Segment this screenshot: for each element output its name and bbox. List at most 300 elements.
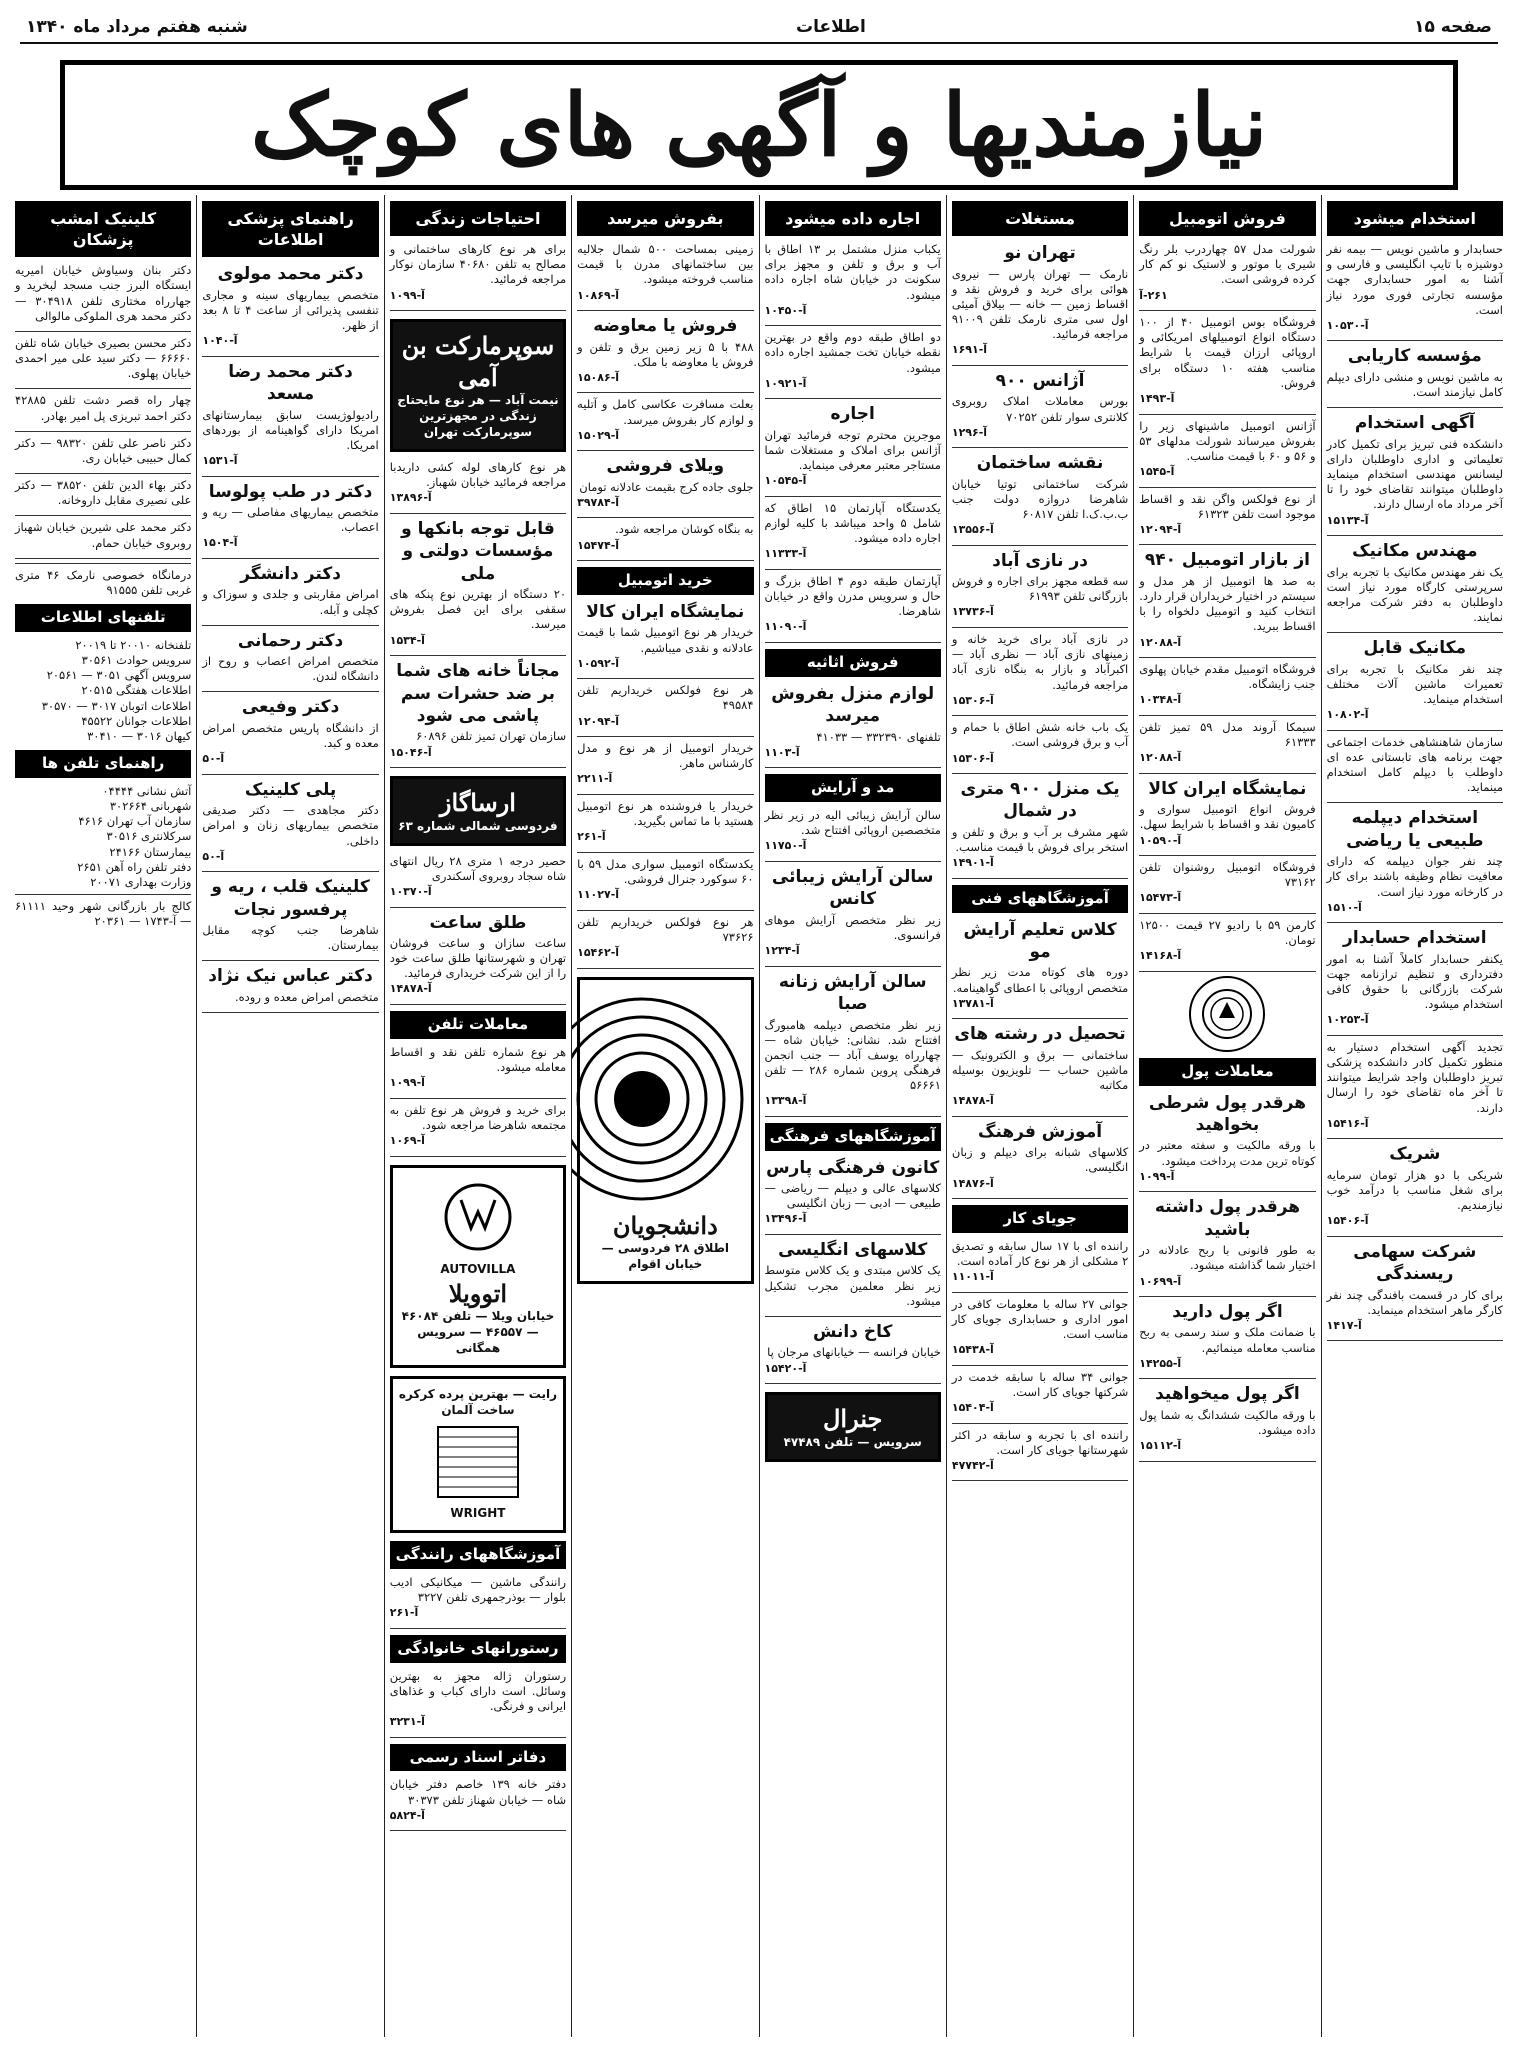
divider [390, 310, 566, 311]
classified-ad [15, 263, 191, 324]
classified-ad [1139, 860, 1315, 906]
phone-line: سرویس آگهی ۳۰۵۱ — ۲۰۵۶۱ [46, 668, 192, 683]
divider [390, 655, 566, 656]
ad-title: ارساگاز [439, 788, 516, 818]
ad-text: نیمت آباد — هر نوع مایحتاج زندگی در مجهزترین سوپرمارکت تهران [397, 393, 559, 440]
classified-ad [765, 501, 941, 562]
divider [202, 871, 378, 872]
phone-line: اطلاعات هفتگی ۲۰۵۱۵ [81, 683, 192, 698]
divider [202, 356, 378, 357]
ad-code: آ-۵۰ [202, 849, 225, 863]
column-for-rent [759, 195, 946, 2037]
classified-ad [1139, 315, 1315, 406]
ad-title: جنرال [822, 1404, 883, 1434]
classified-ad [577, 315, 753, 385]
phone-line: اطلاعات جوانان ۴۵۵۲۲ [81, 713, 192, 728]
date-line: شنبه هفتم مرداد ماه ۱۳۴۰ [26, 17, 248, 37]
ad-text: به صد ها اتومبیل از هر مدل و سیستم در اختیار خریداران قرار دارد. انتخاب کنید و اتومبیل دلخواه را با اقساط ببرید. [1139, 573, 1316, 634]
divider [1139, 1461, 1315, 1462]
ad-title: هرقدر پول شرطی بخواهید [1148, 1092, 1307, 1136]
ad-title: لوازم منزل بفروش میرسد [771, 683, 935, 727]
divider [1327, 922, 1503, 923]
classified-ad [202, 630, 378, 685]
divider [1139, 310, 1315, 311]
classified-ad [952, 720, 1128, 766]
ad-title: دکتر در طب پولوسا [208, 481, 373, 502]
divider [15, 473, 191, 474]
classified-ad [952, 919, 1128, 1012]
divider [15, 388, 191, 389]
ad-code: آ-۱۱۰۹۰ [764, 620, 807, 634]
section-heading: معاملات پول [1139, 1058, 1315, 1086]
ad-text: یکدستگاه آپارتمان ۱۵ اطاق که شامل ۵ واحد میباشد با کلیه لوازم اجاره داده میشود. [764, 500, 941, 546]
column-heading: اجاره داده میشود [765, 201, 941, 236]
ad-title: شرکت سهامی ریسندگی [1353, 1241, 1477, 1285]
column-heading: احتیاجات زندگی [390, 201, 566, 236]
column-night-clinics [10, 195, 196, 2037]
ad-text: خریدار یا فروشنده هر نوع اتومبیل هستید با ما تماس بگیرید. [577, 798, 754, 829]
ad-code: آ-۱۵۳۰۶ [951, 693, 994, 707]
divider [1139, 715, 1315, 716]
ad-title: کلاس تعلیم آرایش مو [963, 919, 1117, 963]
ad-code: آ-۱۱۳۳۳ [764, 547, 807, 561]
classified-ad [1327, 412, 1503, 528]
classified-ad [765, 330, 941, 391]
ad-text: دوره های کوتاه مدت زیر نظر متخصص اروپائی با اعطای گواهینامه. [951, 965, 1129, 995]
ad-title: سوپرمارکت بن آمی [401, 331, 555, 392]
divider [577, 736, 753, 737]
phone-line: کیهان ۳۰۱۶ — ۳۰۴۱۰ [87, 728, 192, 743]
ad-code: آ-۱۰۸۰۲ [1326, 708, 1369, 722]
classified-ad [390, 460, 566, 506]
phone-line: شهربانی ۳۰۲۶۶۴ [109, 799, 192, 814]
footer-note: کالج بار بازرگانی شهر وحید ۶۱۱۱۱ — آ-۱۷۴۳ — ۲۰۳۶۱ [15, 899, 192, 929]
ad-code: آ-۱۰۳۴۸ [1139, 693, 1182, 707]
ad-text: خیابان فرانسه — خیابانهای مرجان پا [767, 1345, 941, 1360]
classified-ad [390, 242, 566, 303]
banner-title: نیازمندیها و آگهی های کوچک [250, 74, 1268, 176]
ad-code: آ-۱۰۹۹ [1139, 1169, 1175, 1183]
classified-ad [952, 1023, 1128, 1108]
ad-code: آ-۱۵۴۷۳ [1139, 891, 1182, 905]
classified-ad [390, 660, 566, 760]
ad-code: آ-۱۰۹۹ [389, 1076, 425, 1090]
ad-title: آموزش فرهنگ [978, 1121, 1103, 1142]
divider [952, 365, 1128, 366]
gas-ad [390, 776, 566, 846]
classified-ad [577, 522, 753, 553]
ad-code: آ-۵۸۲۴ [389, 1808, 425, 1822]
ad-text: ساختمانی — برق و الکترونیک — ماشین حساب — تلویزیون بوسیله مکاتبه [951, 1047, 1129, 1093]
phone-line: سرویس حوادث ۳۰۵۶۱ [81, 653, 192, 668]
ad-code: آ-۱۱۷۵۰ [764, 839, 807, 853]
classified-ad [390, 518, 566, 648]
divider [1139, 1191, 1315, 1192]
ad-code: آ-۱۰۲۵۳ [1326, 1013, 1369, 1027]
classified-ad [202, 263, 378, 348]
ad-text: فروش انواع اتومبیل سواری و کامیون نقد و اقساط با شرایط سهل. [1139, 802, 1316, 832]
ad-text: دکتر محسن بصیری خیابان شاه تلفن ۶۶۶۶۰ — دکتر سید علی میر احمدی خیابان پهلوی. [15, 335, 192, 381]
ad-text: زیر نظر متخصص آرایش موهای فرانسوی. [764, 912, 941, 942]
classified-ad [577, 741, 753, 787]
ad-text: چند نفر مکانیک با تجربه برای تعمیرات ماشین آلات مختلف استخدام مینماید. [1326, 661, 1503, 706]
ad-text: یک کلاس مبتدی و یک کلاس متوسط زیر نظر معلمین مجرب تشکیل میشود. [764, 1263, 941, 1308]
ad-title: آژانس ۹۰۰ [995, 370, 1085, 391]
divider [202, 691, 378, 692]
column-heading: فروش اتومبیل [1139, 201, 1315, 236]
ad-code: آ-۱۱۰۳ [764, 745, 800, 759]
classified-ad [390, 1045, 566, 1091]
divider [390, 1098, 566, 1099]
divider [1139, 855, 1315, 856]
classified-ad [952, 550, 1128, 620]
ad-title: اگر پول دارید [1172, 1302, 1283, 1323]
divider [1327, 1340, 1503, 1341]
ad-code: آ-۱۲۰۹۴ [1139, 522, 1182, 536]
classified-ad [952, 1370, 1128, 1416]
classified-ad [15, 520, 191, 550]
divider [202, 476, 378, 477]
phone-line: دفتر تلفن راه آهن ۲۶۵۱ [77, 859, 192, 874]
divider [1327, 340, 1503, 341]
ad-code: آ-۱۲۹۶ [951, 425, 988, 439]
classified-ad [1327, 1040, 1503, 1131]
ad-code: آ-۱۲۳۴ [764, 944, 800, 958]
ad-title: یک منزل ۹۰۰ متری در شمال [960, 779, 1120, 822]
ad-code: آ-۳۲۳۱ [389, 1715, 425, 1729]
ad-code: ۲۶۱-آ [1139, 288, 1168, 302]
ad-code: آ-۱۵۴۶۲ [577, 945, 620, 959]
column-heading: بفروش میرسد [577, 201, 753, 236]
divider [952, 1292, 1128, 1293]
ad-text: رستوران ژاله مجهز به بهترین وسائل. است دارای کباب و غذاهای ایرانی و فرنگی. [389, 1668, 567, 1713]
divider [1327, 632, 1503, 633]
ad-text: زمینی بمساحت ۵۰۰ شمال جلالیه بین ساختمانهای مدرن با قیمت مناسب فروخته میشود. [577, 242, 754, 287]
divider [390, 1156, 566, 1157]
classified-ad [577, 683, 753, 729]
ad-title: فروش یا معاوضه [593, 316, 738, 337]
divider [765, 861, 941, 862]
classified-ad [1327, 1143, 1503, 1228]
ad-text: کلاسهای عالی و دیپلم — ریاضی — طبیعی — ادبی — زبان انگلیسی [764, 1181, 941, 1211]
ad-text: شرکت ساختمانی توتیا خیابان شاهرضا دروازه دولت جنب ب.ب.ک.ا تلفن ۶۰۸۱۷ [951, 476, 1129, 521]
ad-title: پلی کلینیک [244, 779, 337, 800]
ad-text: شریکی با دو هزار تومان سرمایه برای شغل مناسب با درآمد خوب نیازمندیم. [1326, 1167, 1503, 1213]
divider [15, 431, 191, 432]
divider [577, 392, 753, 393]
ad-code: آ-۱۵۴۲۰ [764, 1361, 807, 1375]
ad-code: آ-۱۵۱۰ [1326, 900, 1362, 914]
ad-title: استخدام دیپلمه طبیعی یا ریاضی [1346, 808, 1484, 851]
ad-code: آ-۱۴۸۷۸ [389, 982, 432, 996]
ad-text: اطلاق ۲۸ فردوسی — خیابان اقوام [601, 1241, 729, 1271]
ad-code: آ-۱۵۳۰۶ [951, 751, 994, 765]
ad-text: با ورقه مالکیت و سفته معتبر در کوتاه ترین مدت پرداخت میشود. [1139, 1138, 1316, 1168]
classified-ad [1327, 637, 1503, 722]
divider [1139, 414, 1315, 415]
ad-title: هرقدر پول داشته باشید [1154, 1197, 1301, 1240]
ad-text: شورلت مدل ۵۷ چهاردرب بلر رنگ شیری با موتور و لاستیک نو کم کار کرده فروشی است. [1139, 242, 1316, 287]
ad-text: در نازی آباد برای خرید خانه و زمینهای نازی آباد — نظری آباد — اکبرآباد و بازار به بنگاه نازی آباد مراجعه فرمائید. [951, 631, 1129, 692]
ad-text: چهار راه قصر دشت تلفن ۴۲۸۸۵ دکتر احمد تبریزی پل امیر بهادر. [15, 393, 192, 423]
ad-text: یکباب منزل مشتمل بر ۱۳ اطاق با آب و برق و تلفن و مجهز برای سکونت در خیابان شاه اجاره داده میشود. [764, 242, 941, 302]
ad-text: برای کار در قسمت بافندگی چند نفر کارگر ماهر استخدام مینماید. [1326, 1287, 1503, 1317]
classified-ad [1139, 720, 1315, 766]
section-heading: دفاتر اسناد رسمی [390, 1744, 566, 1772]
ad-text: رایت — بهترین پرده کرکره ساخت آلمان [398, 1386, 558, 1417]
ad-title: ویلای فروشی [606, 456, 725, 477]
target-rings-icon [571, 994, 746, 1204]
classified-ad [1139, 778, 1315, 848]
classified-ad [390, 912, 566, 997]
divider [577, 517, 753, 518]
phone-line: سرکلانتری ۳۰۵۱۶ [106, 829, 192, 844]
divider [577, 678, 753, 679]
ad-text: متخصص بیماریهای مفاصلی — ریه و اعصاب. [202, 505, 379, 535]
ad-title: دکتر محمد مولوی [217, 264, 364, 285]
ad-code: آ-۱۰۳۷۰ [389, 885, 432, 899]
ad-code: آ-۱۶۹۱ [951, 343, 988, 357]
divider [390, 1004, 566, 1005]
classified-ad [202, 696, 378, 766]
classified-ad [577, 915, 753, 961]
ad-code: آ-۱۵۰۲۹ [577, 428, 620, 442]
ad-text: ۲۰ دستگاه از بهترین نوع پنکه های سقفی برای این فصل بفروش میرسد. [389, 587, 567, 632]
ad-text: خریدار اتومبیل از هر نوع و مدل کارشناس ماهر. [577, 741, 754, 771]
divider [15, 563, 191, 564]
divider [765, 966, 941, 967]
ad-code: آ-۱۰۵۳۰ [1326, 318, 1369, 332]
divider [577, 560, 753, 561]
ad-title: مهندس مکانیک [1352, 541, 1478, 562]
divider [1139, 1296, 1315, 1297]
divider [1327, 1035, 1503, 1036]
column-heading: استخدام میشود [1327, 201, 1503, 236]
ad-text: به بنگاه کوشان مراجعه شود. [615, 522, 754, 537]
divider [390, 1830, 566, 1831]
emblem-icon [1189, 976, 1265, 1052]
classified-ad [577, 601, 753, 671]
classified-ad [577, 799, 753, 845]
classified-ad [765, 1239, 941, 1309]
section-heading: رستورانهای خانوادگی [390, 1635, 566, 1663]
classified-ad [15, 393, 191, 423]
classified-ad [1139, 1196, 1315, 1289]
divider [765, 496, 941, 497]
ad-code: آ-۱۰۹۲۱ [764, 376, 807, 390]
divider [577, 310, 753, 311]
ad-text: با ضمانت ملک و سند رسمی به ربح مناسب معامله مینمائیم. [1139, 1325, 1316, 1355]
classified-ad [765, 242, 941, 318]
ad-title: کانون فرهنگی پارس [766, 1157, 940, 1178]
ad-text: خیابان ویلا — تلفن ۴۶۰۸۴ — ۴۶۵۵۷ — سرویس همگانی [401, 1309, 555, 1355]
ad-code: آ-۱۰۵۹۰ [1139, 833, 1182, 847]
divider [765, 1316, 941, 1317]
phone-line: تلفنخانه ۲۰۰۱۰ تا ۲۰۰۱۹ [75, 637, 192, 652]
ad-text: راننده ای با تجربه و سابقه در اکثر شهرستانها جویای کار است. [951, 1427, 1129, 1457]
ad-text: متخصص بیماریهای سینه و مجاری تنفسی پذیرائی از ساعت ۴ تا ۸ بعد از ظهر. [202, 287, 379, 332]
column-employment [1321, 195, 1508, 2037]
ad-text: فردوسی شمالی شماره ۶۳ [398, 818, 558, 833]
ad-code: آ-۱۰۴۵۰ [764, 303, 807, 317]
ad-title: در نازی آباد [992, 550, 1088, 571]
ad-code: آ-۱۴۱۶۸ [1139, 949, 1182, 963]
ad-text: متخصص امراض اعصاب و روح از دانشگاه لندن. [202, 654, 379, 684]
divider [952, 715, 1128, 716]
ad-title: طلق ساعت [429, 912, 527, 933]
autovilla-ad [390, 1165, 566, 1368]
wright-blinds-ad [390, 1376, 566, 1533]
ad-text: جوانی ۳۴ ساله با سابقه خدمت در شرکتها جویای کار است. [951, 1369, 1129, 1399]
ad-text: فروشگاه اتومبیل مقدم خیابان پهلوی جنب زایشگاه. [1139, 662, 1316, 692]
ad-text: حسابدار و ماشین نویس — بیمه نفر دوشیزه با تایپ انگلیسی و فارسی و آشنا به امور حسابداری جهت مؤسسه تجارتی فوری مورد نیاز است. [1326, 242, 1503, 317]
classified-ad [765, 866, 941, 959]
divider [952, 1365, 1128, 1366]
vw-logo-icon [443, 1182, 513, 1252]
ad-text: بورس معاملات املاک روبروی کلانتری سوار تلفن ۷۰۲۵۲ [951, 394, 1129, 424]
ad-code: آ-۲۶۱ [389, 1606, 419, 1620]
ad-text: سازمان تهران تمیز تلفن ۶۰۸۹۶ [416, 729, 567, 744]
divider [390, 1737, 566, 1738]
ad-text: رادیولوژیست سابق بیمارستانهای امریکا دارای گواهینامه از بوردهای امریکا. [202, 407, 379, 452]
classifieds-banner [60, 60, 1458, 190]
ad-title: استخدام حسابدار [1343, 928, 1487, 949]
ad-text: هر نوع شماره تلفن نقد و اقساط معامله میشود. [389, 1044, 567, 1074]
divider [765, 1383, 941, 1384]
divider [765, 398, 941, 399]
ad-text: دانشکده فنی تبریز برای تکمیل کادر تعلیماتی و اداری داوطلبان دارای لیسانس مهندسی استخدام مینماید داوطلبان میتوانند تقاضای خود را تا آخر مرداد ماه ارسال دارند. [1326, 436, 1503, 512]
divider [1139, 544, 1315, 545]
ad-title: از بازار اتومبیل ۹۴۰ [1144, 550, 1310, 571]
classified-ad [952, 1121, 1128, 1191]
ad-code: آ-۱۰۶۹۹ [1139, 1274, 1182, 1288]
ad-text: حصیر درجه ۱ متری ۲۸ ریال انتهای شاه سجاد روبروی آسکندری [389, 853, 567, 883]
window-blind-icon [433, 1422, 523, 1502]
classified-ad [1327, 345, 1503, 400]
paper-name: اطلاعات [795, 17, 866, 37]
phone-line: وزارت بهداری ۲۰۰۷۱ [90, 874, 192, 889]
ad-title: مکانیک قابل [1363, 638, 1467, 659]
ad-text: تجدید آگهی استخدام دستیار به منظور تکمیل کادر دانشکده پزشکی تبریز داوطلبان واجد شرایط میتوانند تا آخر ماه تقاضای خود را ارسال دارند. [1326, 1039, 1503, 1115]
column-real-estate [946, 195, 1133, 2037]
classified-ad [765, 403, 941, 488]
phone-line: بیمارستان ۲۴۱۶۶ [109, 844, 192, 859]
ad-code: آ-۱۵۰۴ [202, 536, 238, 550]
ad-text: راننده ای با ۱۷ سال سابقه و تصدیق ۲ مشکلی از هر نوع کار آماده است. [951, 1238, 1129, 1269]
classified-ad [1139, 492, 1315, 538]
classified-ad [765, 808, 941, 854]
ad-text: یکدستگاه اتومبیل سواری مدل ۵۹ با ۶۰ سوکورد جنرال فروشی. [577, 856, 754, 886]
ad-code: آ-۱۲۰۸۸ [1139, 635, 1182, 649]
section-heading: آموزشگاههای رانندگی [390, 1541, 566, 1569]
ad-code: آ-۳۹۷۸۴ [577, 495, 620, 509]
ad-code: آ-۱۵۱۱۲ [1139, 1439, 1182, 1453]
classified-ad [15, 478, 191, 508]
divider [1139, 971, 1315, 972]
ad-code: آ-۱۳۷۳۶ [951, 605, 994, 619]
ad-title: اجاره [830, 404, 875, 425]
ad-title: مجاناً خانه های شما بر ضد حشرات سم پاشی می شود [396, 661, 560, 727]
ad-brand: WRIGHT [450, 1506, 506, 1521]
phone-line: اطلاعات اتوبان ۳۰۱۷ — ۳۰۵۷۰ [41, 698, 192, 713]
ad-title: تهران نو [1004, 243, 1076, 264]
ad-text: دکتر مجاهدی — دکتر صدیقی متخصص بیماریهای زنان و امراض داخلی. [202, 803, 379, 848]
ad-text: هر نوع فولکس خریداریم تلفن ۷۳۶۲۶ [577, 914, 754, 944]
ad-text: سه قطعه مجهز برای اجاره و فروش بازرگانی تلفن ۶۱۹۹۳ [951, 574, 1129, 604]
ad-text: ۴۸۸ با ۵ زیر زمین برق و تلفن و فروش یا معاوضه با ملک. [577, 339, 754, 369]
ad-text: سازمان شاهنشاهی خدمات اجتماعی جهت برنامه های تابستانی عده ای داوطلب با دیپلم کامل استخدام مینماید. [1326, 734, 1503, 795]
ad-title: شریک [1389, 1144, 1441, 1165]
ad-text: یکنفر حسابدار کاملاً آشنا به امور دفترداری و تنظیم ترازنامه جهت شرکت بازرگانی با حقوق کافی استخدام میشود. [1326, 951, 1503, 1012]
ad-text: هر نوع فولکس خریداریم تلفن ۴۹۵۸۴ [577, 683, 754, 713]
ad-code: آ-۱۴۸۷۸ [951, 1094, 994, 1108]
classified-ad [1327, 242, 1503, 333]
divider [202, 960, 378, 961]
classified-ad [390, 854, 566, 900]
supermarket-ad [390, 319, 566, 452]
ad-code: آ-۲۲۱۱ [577, 772, 613, 786]
phone-line: آتش نشانی ۰۴۴۴۴ [102, 783, 192, 798]
ad-text: سالن آرایش زیبائی الیه در زیر نظر متخصصین اروپائی افتتاح شد. [764, 808, 941, 838]
ad-title: نقشه ساختمان [976, 453, 1104, 474]
classified-ad [202, 481, 378, 551]
classified-ad [1139, 419, 1315, 480]
ad-code: آ-۱۵۴۷۴ [577, 538, 620, 552]
classified-ad [1327, 1241, 1503, 1334]
ad-code: آ-۱۳۴۹۶ [764, 1212, 807, 1226]
divider [15, 515, 191, 516]
section-heading: آموزشگاههای فرهنگی [765, 1123, 941, 1151]
divider [577, 968, 753, 969]
ad-title: کاخ دانش [812, 1321, 893, 1342]
ad-code: آ-۱۰۶۹ [389, 1134, 425, 1147]
section-heading: خرید اتومبیل [577, 567, 753, 595]
column-life-needs [384, 195, 571, 2037]
divider [202, 774, 378, 775]
classified-ad [952, 1239, 1128, 1285]
classified-ad [1139, 1383, 1315, 1453]
divider [390, 767, 566, 768]
divider [952, 1116, 1128, 1117]
divider [1139, 773, 1315, 774]
ad-title: کلینیک قلب ، ریه و پرفسور نجات [211, 877, 370, 920]
divider [952, 773, 1128, 774]
divider [1327, 407, 1503, 408]
ad-title: دکتر عباس نیک نژاد [208, 966, 373, 987]
ad-text: با ورقه مالکیت ششدانگ به شما پول داده میشود. [1139, 1407, 1316, 1437]
ad-code: آ-۱۵۴۱۶ [1326, 1116, 1369, 1130]
ad-title: قابل توجه بانکها و مؤسسات دولتی و ملی [401, 518, 555, 584]
divider [1139, 657, 1315, 658]
divider [952, 1018, 1128, 1019]
classified-ad [1139, 549, 1315, 650]
clinic-note: درمانگاه خصوصی نارمک ۴۶ متری غربی تلفن ۹۱۵۵۵ [15, 567, 192, 597]
ad-title: مؤسسه کاریابی [1347, 346, 1482, 367]
classified-ad [1139, 918, 1315, 964]
ad-code: آ-۱۵۴۰۴ [951, 1401, 994, 1415]
ad-text: فروشگاه اتومبیل روشنوان تلفن ۷۳۱۶۲ [1139, 860, 1316, 890]
divider [952, 878, 1128, 879]
ad-text: به طور قانونی با ربح عادلانه در اختیار شما گذاشته میشود. [1139, 1243, 1316, 1273]
classified-ad [1139, 1092, 1315, 1185]
divider [1139, 1378, 1315, 1379]
ad-code: آ-۱۳۷۸۱ [951, 996, 994, 1010]
ad-code: آ-۵۰ [202, 752, 225, 766]
column-car-sales [1133, 195, 1320, 2037]
classified-ad [952, 1297, 1128, 1358]
ad-title: دانشجویان [612, 1210, 718, 1240]
ad-text: دفتر خانه ۱۳۹ خاصم دفتر خیابان شاه — خیابان شهناز تلفن ۳۰۳۷۳ [389, 1777, 567, 1807]
